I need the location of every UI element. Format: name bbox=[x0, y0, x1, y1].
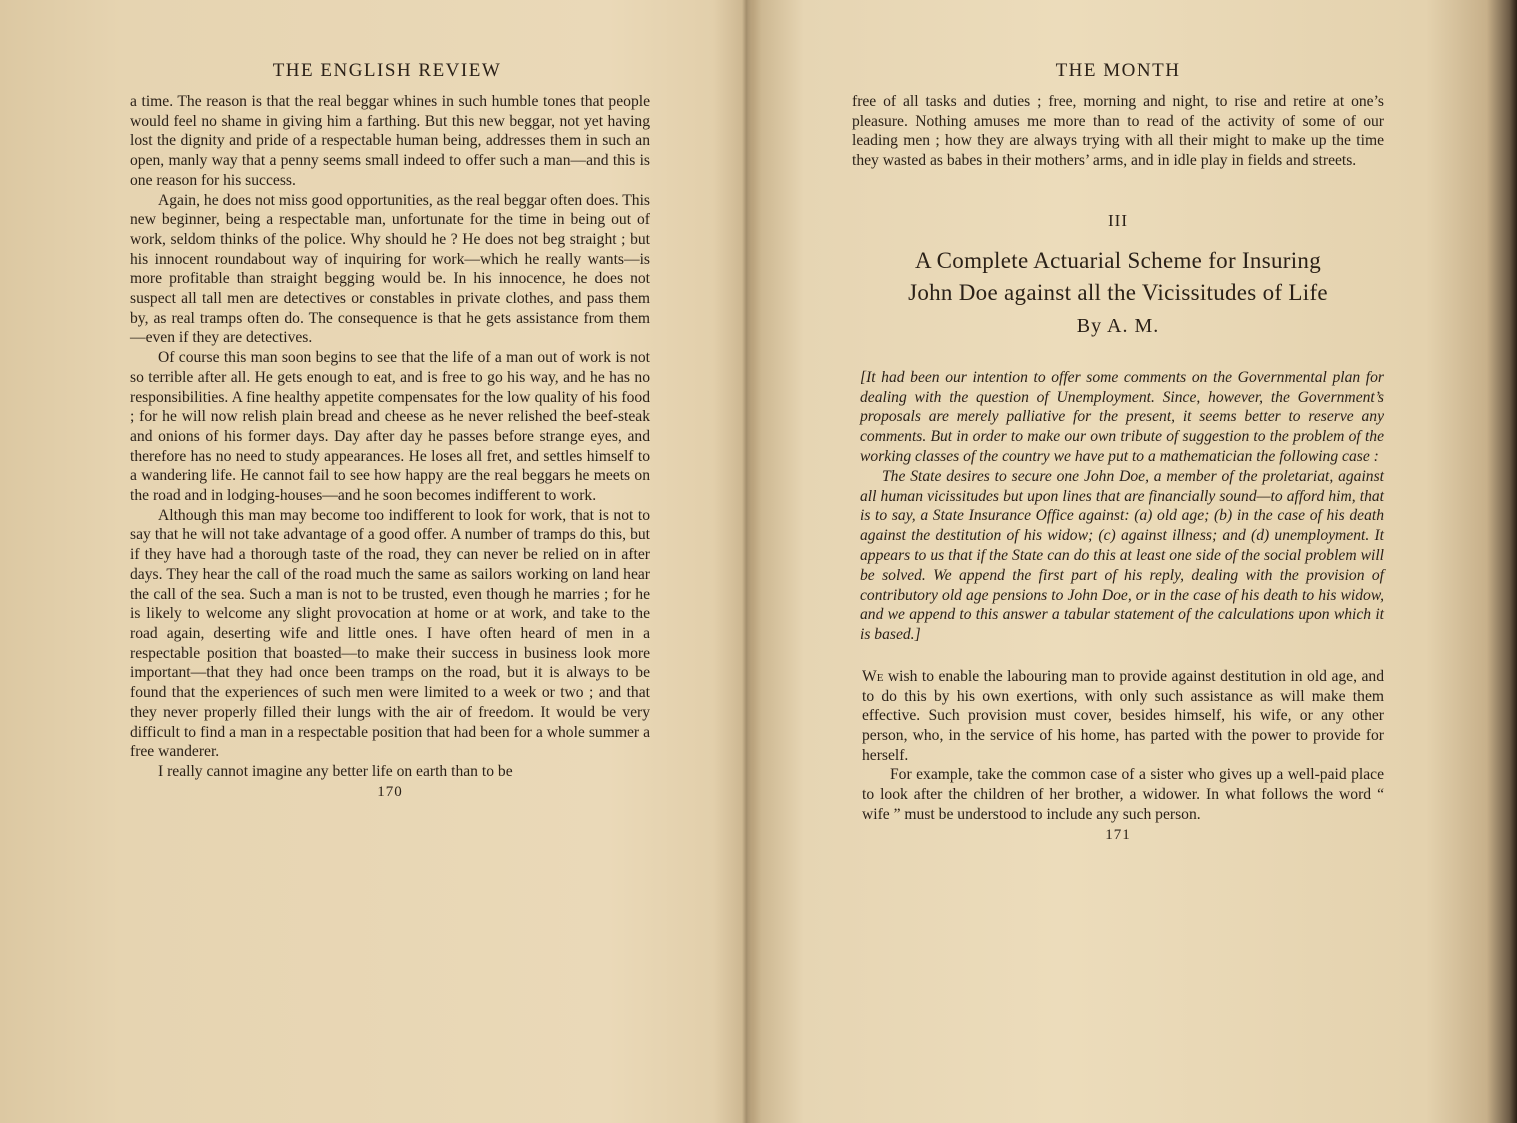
page-number-right: 171 bbox=[1105, 826, 1131, 843]
running-head-left: THE ENGLISH REVIEW bbox=[272, 60, 502, 81]
section-number: III bbox=[1108, 210, 1128, 230]
editorial-note: [It had been our intention to offer some comments on the Governmental plan for dealing with the question of Unemployment. Since, however, the Government’s proposals are merely palliative for the present, it seems better to reserve any comments. But in order to make our own tribute of suggestion to the problem of the working classes of the country we have put to a mathematician the following case : bbox=[860, 368, 1384, 465]
paragraph: For example, take the common case of a sister who gives up a well-paid place to look after the children of her brother, a widower. In what follows the word “ wife ” must be understood to include any such person. bbox=[862, 766, 1384, 823]
byline: By A. M. bbox=[1076, 314, 1160, 337]
paragraph: Again, he does not miss good opportunities, as the real beggar often does. This new beginner, being a respectable man, unfortunate for the time in being out of work, seldom thinks of the police. Why should he ? He does not beg straight ; but his innocent roundabout way of inquiring for work—which he really wants—is more profitable than straight begging would be. In his innocence, he does not suspect all tall men are detectives or constables in private clothes, and pass them by, as real tramps often do. The consequence is that he gets assistance from them—even if they are detectives. bbox=[130, 191, 650, 347]
paragraph: Although this man may become too indifferent to look for work, that is not to say that he will not take advantage of a good offer. A number of tramps do this, but if they have had a thorough taste of the road, they can never be relied on in after days. They hear the call of the road much the same as sailors working on land hear the call of the sea. Such a man is not to be trusted, even though he marries ; for he is likely to welcome any slight provocation at home or at work, and take to the road again, deserting wife and little ones. I have often heard of men in a respectable position that boasted—to make their success in business look more important—that they had once been tramps on the road, but it is always to be found that the experiences of such men were limited to a week or two ; and that they never properly filled their lungs with the air of freedom. It would be very difficult to find a man in a respectable position that had been for a whole summer a free wanderer. bbox=[130, 506, 650, 761]
article-title-line-1: A Complete Actuarial Scheme for Insuring bbox=[914, 247, 1322, 273]
article-title-line-2: John Doe against all the Vicissitudes of Life bbox=[908, 279, 1328, 305]
paragraph: a time. The reason is that the real beggar whines in such humble tones that people would feel no shame in giving him a farthing. But this new beggar, not yet having lost the dignity and pride of a respectable human being, addresses them in such an open, manly way that a penny seems small indeed to offer such a man—and this is one reason for his success. bbox=[130, 93, 650, 189]
article-title bbox=[852, 245, 1384, 309]
book-gutter bbox=[742, 0, 752, 1123]
right-page bbox=[852, 60, 1384, 844]
paragraph: Of course this man soon begins to see that the life of a man out of work is not so terrible after all. He gets enough to eat, and is free to go his way, and he has no responsibilities. A fine healthy appetite compensates for the low quality of his food ; for he will now relish plain bread and cheese as he never relished the beef-steak and onions of his former days. Day after day he passes before strange eyes, and therefore has no need to study appearances. He loses all fret, and settles himself to a wandering life. He cannot fail to see how happy are the real beggars he meets on the road and in lodging-houses—and he soon becomes indifferent to work. bbox=[130, 349, 650, 505]
page-number-left: 170 bbox=[377, 783, 403, 800]
running-head-right: THE MONTH bbox=[1055, 60, 1181, 81]
paragraph bbox=[852, 667, 1384, 766]
editorial-note-case: The State desires to secure one John Doe, a member of the proletariat, against all human vicissitudes but upon lines that are financially sound—to afford him, that is to say, a State Insurance Office against: (a) old age; (b) in the case of his death against the destitution of his widow; (c) against illness; and (d) unemployment. It appears to us that if the State can do this at least one side of the social problem will be solved. We append the first part of his reply, dealing with the provision of contributory old age pensions to John Doe, or in the case of his death to his widow, and we append to this answer a tabular statement of the calculations upon which it is based.] bbox=[860, 467, 1384, 644]
paragraph-text: wish to enable the labouring man to provide against destitution in old age, and to do this by his own exertions, with only such assistance as will make them effective. Such provision must cover, besides himself, his wife, or any other person, who, in the service of his home, has parted with the power to provide for herself. bbox=[862, 667, 1384, 764]
paragraph: I really cannot imagine any better life on earth than to be bbox=[158, 762, 513, 780]
left-page bbox=[130, 60, 650, 801]
carry-over-paragraph: free of all tasks and duties ; free, morning and night, to rise and retire at one’s pleasure. Nothing amuses me more than to read of the activity of some of our leading men ; how they are always trying with all their might to make up the time they wasted as babes in their mothers’ arms, and in idle play in fields and streets. bbox=[852, 93, 1384, 170]
drop-lead: We bbox=[862, 667, 884, 685]
